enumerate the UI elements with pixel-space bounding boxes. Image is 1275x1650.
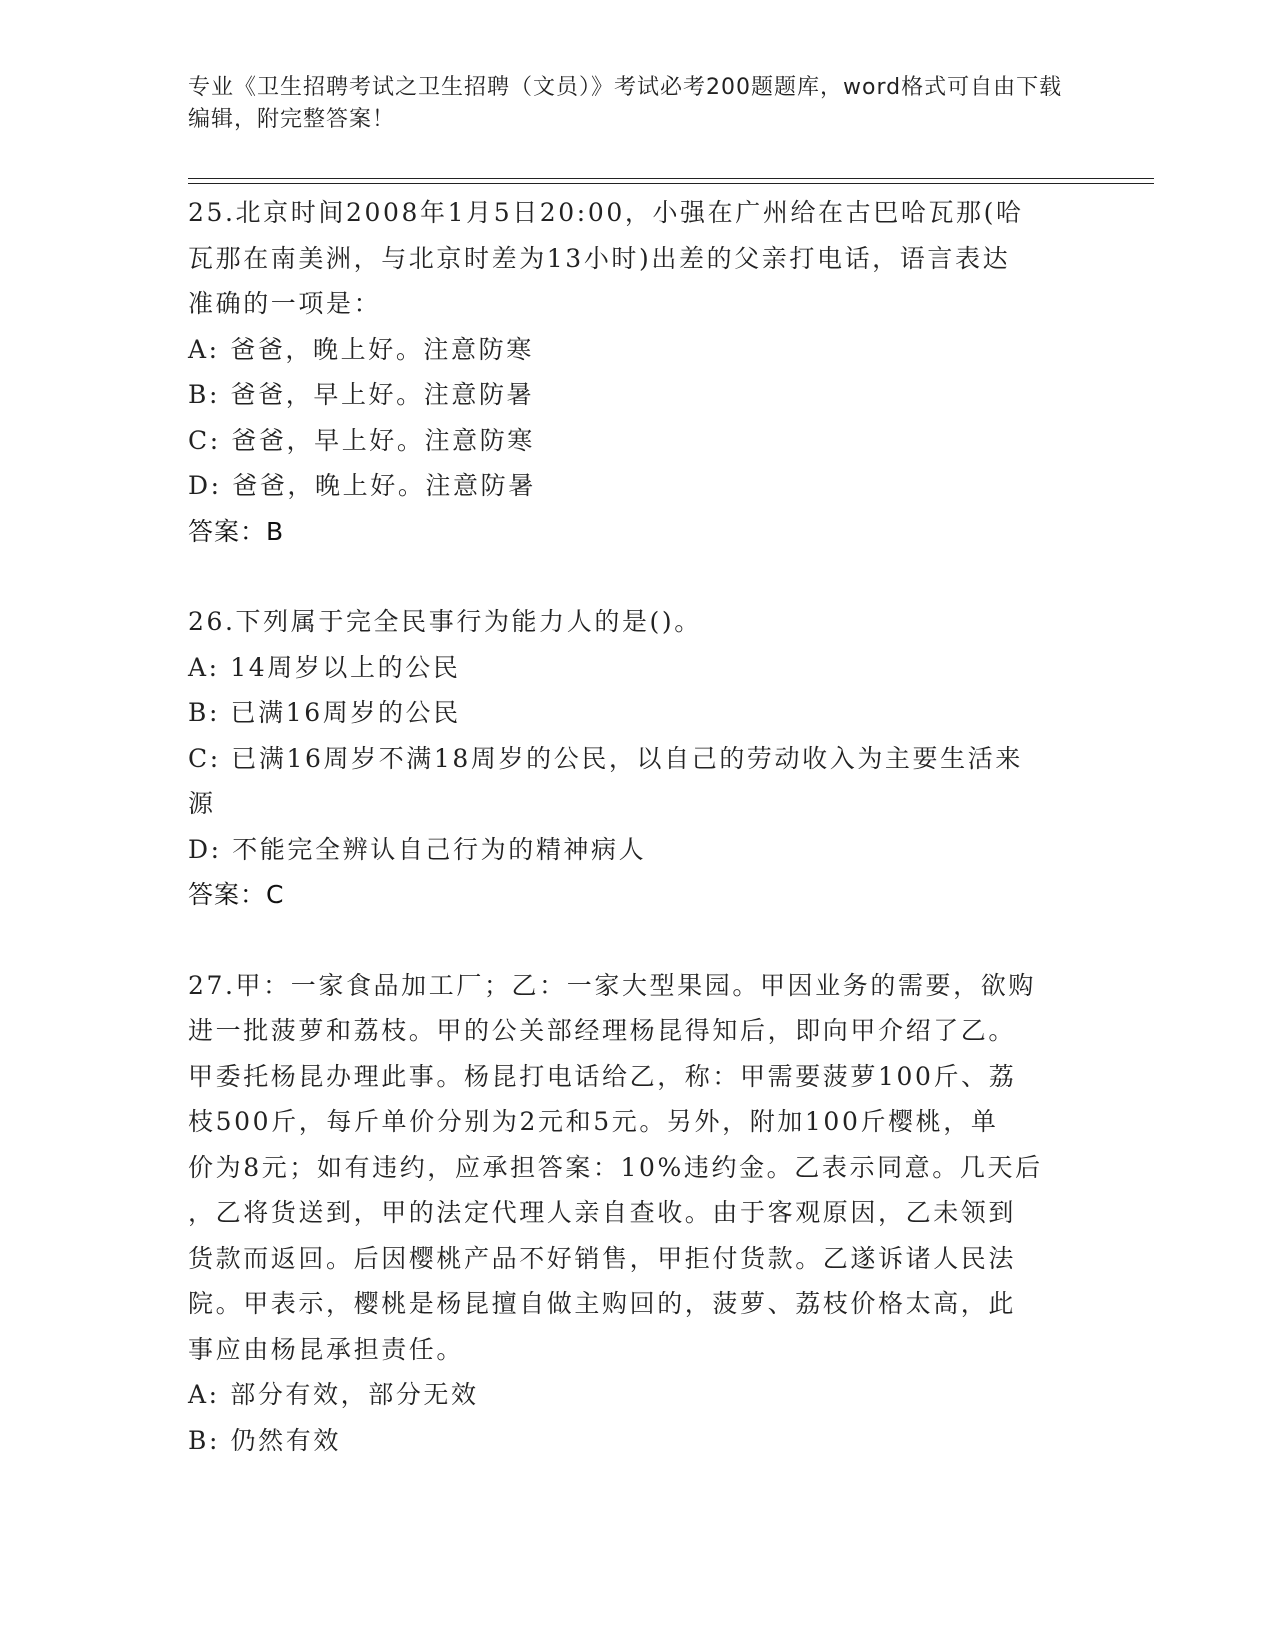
question-stem-line: 甲委托杨昆办理此事。杨昆打电话给乙，称：甲需要菠萝100斤、荔 (188, 1061, 1017, 1091)
option-a: A: 爸爸，晚上好。注意防寒 (188, 334, 534, 364)
question-stem-line: 25.北京时间2008年1月5日20:00，小强在广州给在古巴哈瓦那(哈 (188, 198, 1024, 227)
header-title: 专业《卫生招聘考试之卫生招聘（文员）》考试必考200题题库，word格式可自由下载编辑，附完整答案！ (188, 75, 1063, 132)
question-stem-line: 事应由杨昆承担责任。 (188, 1334, 465, 1364)
question-stem-line: 进一批菠萝和荔枝。甲的公关部经理杨昆得知后，即向甲介绍了乙。 (188, 1016, 1017, 1045)
question-stem-line: 院。甲表示，樱桃是杨昆擅自做主购回的，菠萝、荔枝价格太高，此 (188, 1289, 1017, 1318)
question-spacer (188, 554, 1078, 599)
option-a: A: 14周岁以上的公民 (188, 652, 461, 682)
option-b: B: 已满16周岁的公民 (188, 698, 461, 727)
question-25 (188, 190, 1078, 554)
question-stem-line: 26.下列属于完全民事行为能力人的是()。 (188, 607, 702, 636)
option-d: D: 不能完全辨认自己行为的精神病人 (188, 834, 647, 864)
question-stem-line: 枝500斤，每斤单价分别为2元和5元。另外，附加100斤樱桃，单 (188, 1107, 999, 1136)
question-26 (188, 599, 1078, 918)
option-b: B: 爸爸，早上好。注意防暑 (188, 380, 535, 409)
question-spacer (188, 918, 1078, 963)
document-header (188, 72, 1068, 136)
question-list (188, 190, 1078, 1463)
question-stem-line: 准确的一项是： (188, 289, 382, 318)
header-rule-bottom (188, 183, 1154, 184)
question-stem-line: 价为8元；如有违约，应承担答案：10%违约金。乙表示同意。几天后 (188, 1152, 1043, 1182)
answer-label: 答案：C (188, 880, 285, 909)
option-c: C: 爸爸，早上好。注意防寒 (188, 425, 535, 455)
option-a: A: 部分有效，部分无效 (188, 1380, 479, 1409)
option-b: B: 仍然有效 (188, 1425, 341, 1455)
question-stem-line: 货款而返回。后因樱桃产品不好销售，甲拒付货款。乙遂诉诸人民法 (188, 1243, 1017, 1273)
option-c-continued: 源 (188, 789, 216, 818)
header-rule-top (188, 178, 1154, 179)
question-stem-line: 27.甲：一家食品加工厂；乙：一家大型果园。甲因业务的需要，欲购 (188, 970, 1036, 1000)
question-stem-line: ，乙将货送到，甲的法定代理人亲自查收。由于客观原因，乙未领到 (188, 1198, 1017, 1227)
answer-label: 答案：B (188, 516, 285, 546)
question-stem-line: 瓦那在南美洲，与北京时差为13小时)出差的父亲打电话，语言表达 (188, 243, 1011, 273)
option-c: C: 已满16周岁不满18周岁的公民，以自己的劳动收入为主要生活来 (188, 743, 1023, 773)
option-d: D: 爸爸，晚上好。注意防暑 (188, 471, 536, 500)
question-27 (188, 963, 1078, 1464)
